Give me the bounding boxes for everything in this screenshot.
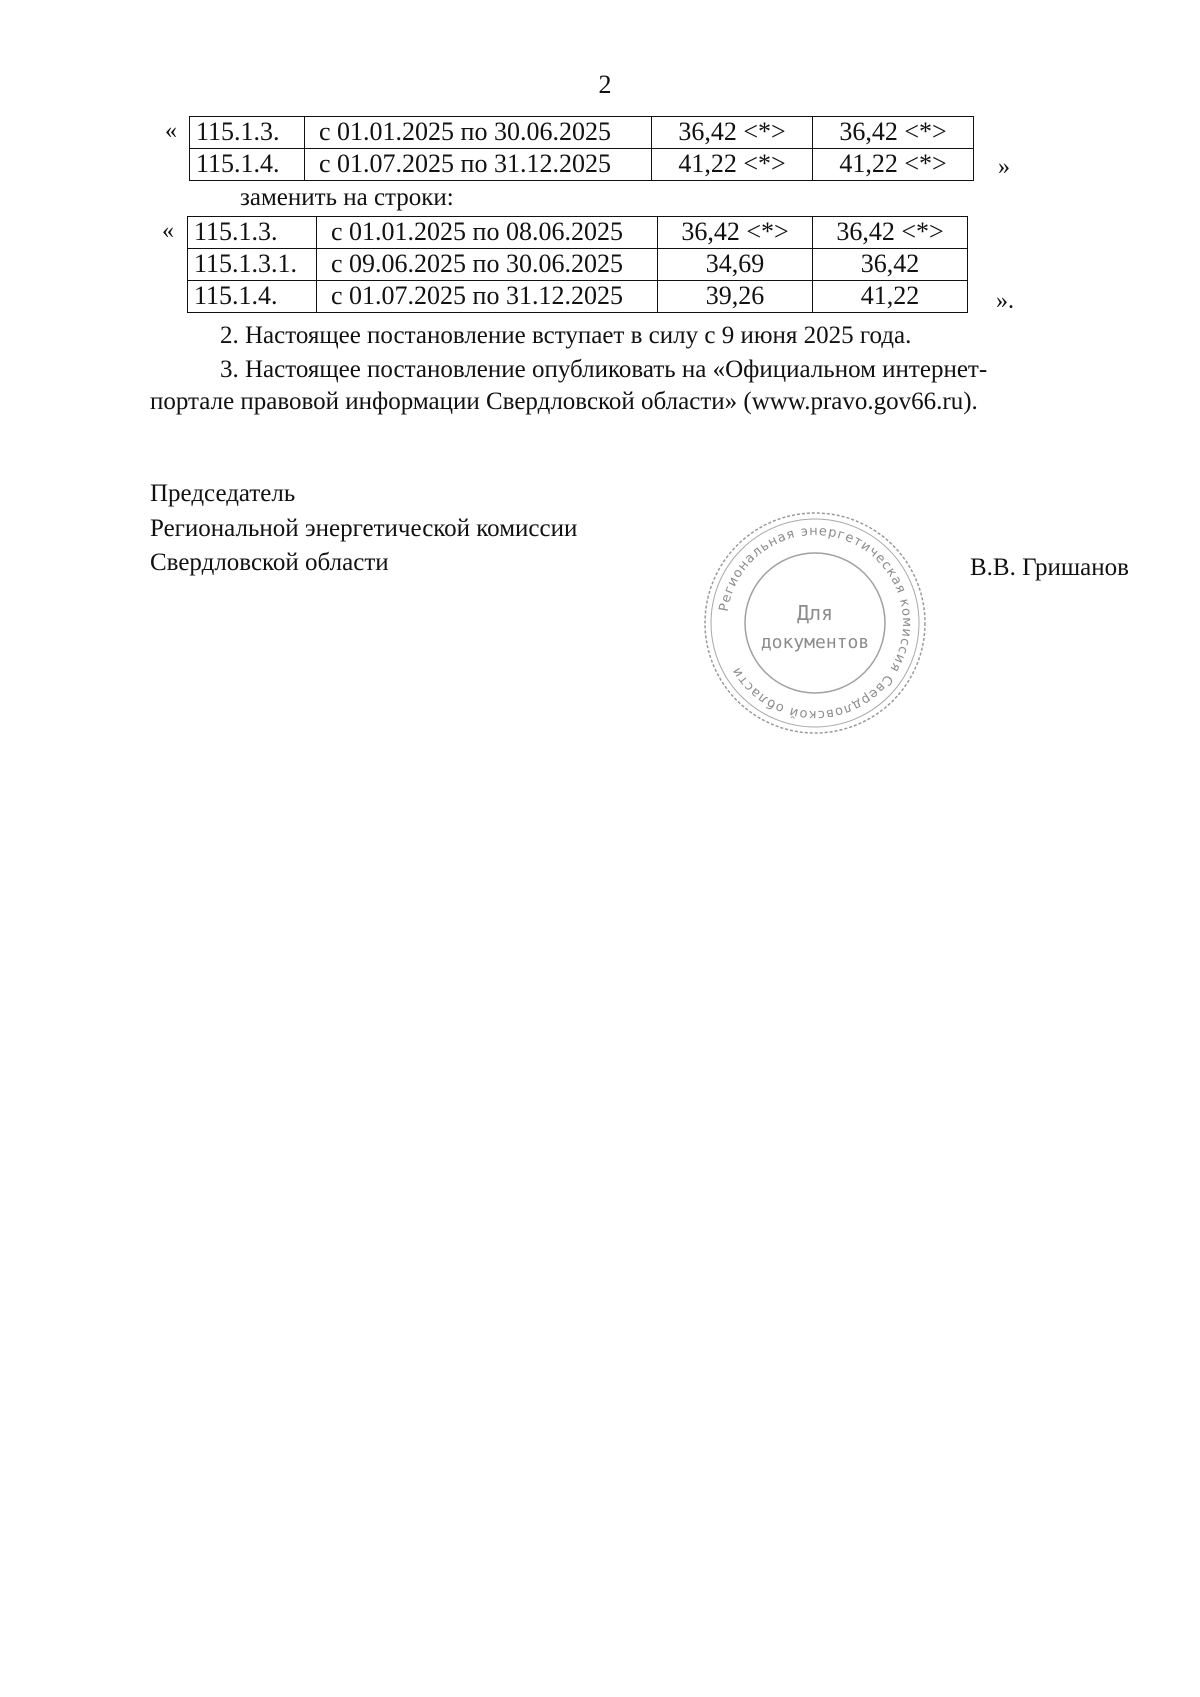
stamp-center-line-2: документов	[760, 632, 870, 653]
row-period: с 01.07.2025 по 31.12.2025	[305, 149, 652, 181]
signer-name: В.В. Гришанов	[970, 554, 1129, 581]
row-code: 115.1.4.	[190, 149, 305, 181]
table-row	[188, 249, 968, 281]
new-rows-table	[187, 216, 968, 313]
row-code: 115.1.3.1.	[188, 249, 317, 281]
row-value-2: 36,42 <*>	[813, 217, 968, 249]
row-value-1: 34,69	[658, 249, 813, 281]
row-value-2: 41,22	[813, 281, 968, 313]
row-period: с 09.06.2025 по 30.06.2025	[317, 249, 658, 281]
table-row	[190, 117, 974, 149]
table-row	[188, 217, 968, 249]
row-period: с 01.07.2025 по 31.12.2025	[317, 281, 658, 313]
row-period: с 01.01.2025 по 08.06.2025	[317, 217, 658, 249]
signature-title-line-3: Свердловской области	[150, 549, 389, 576]
row-value-1: 36,42 <*>	[658, 217, 813, 249]
quote-open-new: «	[162, 218, 174, 244]
quote-close-new: ».	[996, 288, 1014, 314]
stamp-ring-text: Региональная энергетическая комиссия Свердловской области	[716, 523, 915, 723]
row-code: 115.1.4.	[188, 281, 317, 313]
table-row	[190, 149, 974, 181]
old-rows-table	[189, 116, 974, 181]
replace-label: заменить на строки:	[240, 184, 454, 211]
stamp-center-line-1: Для	[796, 601, 834, 625]
signature-title-line-1: Председатель	[150, 480, 296, 507]
page-number: 2	[598, 70, 612, 99]
row-code: 115.1.3.	[188, 217, 317, 249]
paragraph-3-line-1: 3. Настоящее постановление опубликовать на «Официальном интернет-	[220, 356, 988, 383]
row-value-2: 41,22 <*>	[813, 149, 974, 181]
row-value-1: 41,22 <*>	[652, 149, 813, 181]
row-code: 115.1.3.	[190, 117, 305, 149]
quote-open-old: «	[165, 118, 177, 144]
paragraph-3-line-2: портале правовой информации Свердловской области» (www.pravo.gov66.ru).	[150, 388, 978, 415]
quote-close-old: »	[998, 154, 1010, 180]
row-value-1: 36,42 <*>	[652, 117, 813, 149]
row-value-1: 39,26	[658, 281, 813, 313]
signature-title-line-2: Региональной энергетической комиссии	[150, 515, 578, 542]
row-value-2: 36,42	[813, 249, 968, 281]
table-row	[188, 281, 968, 313]
row-value-2: 36,42 <*>	[813, 117, 974, 149]
row-period: с 01.01.2025 по 30.06.2025	[305, 117, 652, 149]
paragraph-2: 2. Настоящее постановление вступает в силу с 9 июня 2025 года.	[220, 322, 912, 349]
official-stamp	[700, 508, 930, 738]
